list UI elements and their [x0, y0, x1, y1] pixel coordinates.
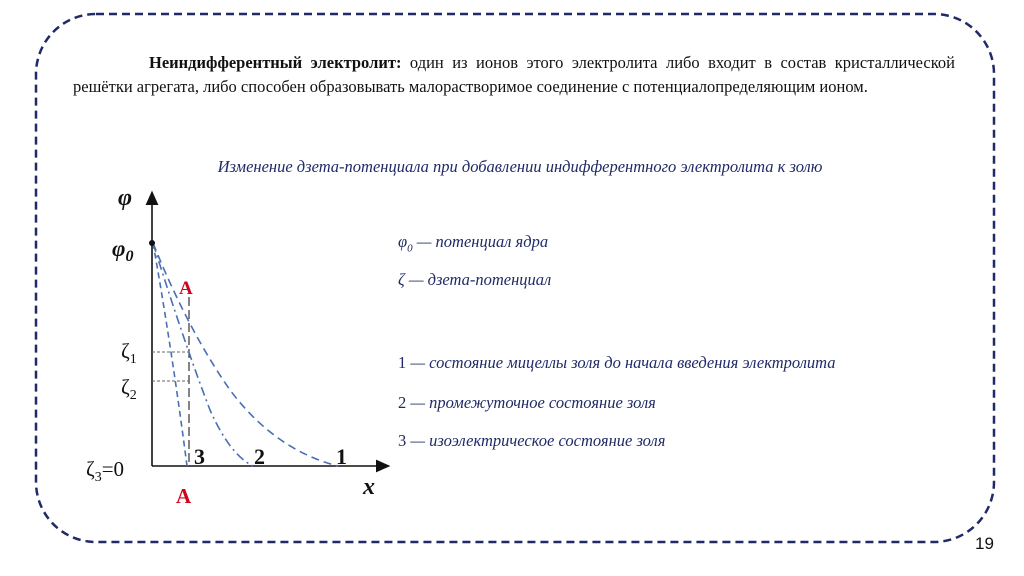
plane-label-bottom: A: [176, 484, 192, 508]
definition-text: один из ионов этого электролита либо входит в состав кристаллической решётки агрегата, либо способен образовывать малорастворимое соединение с потенциалопределяющим ионом.: [73, 53, 955, 96]
definition-term: Неиндифферентный электролит:: [149, 53, 402, 72]
curve-3-label: 3: [194, 444, 205, 469]
page-number: 19: [975, 534, 994, 553]
plane-label-top: A: [179, 278, 193, 299]
curve-1: [153, 243, 338, 466]
x-axis-label: x: [363, 474, 375, 500]
legend-item-1: 1 — состояние мицеллы золя до начала введения электролита: [398, 353, 836, 372]
zeta2-label: $\zeta_2$: [121, 375, 137, 403]
legend-phi0: $\varphi_0$ — потенциал ядра: [398, 232, 549, 255]
phi0-label: $\varphi_0$: [112, 236, 134, 265]
curve-3: [153, 243, 187, 466]
legend-zeta: ζ — дзета-потенциал: [398, 270, 552, 289]
zeta1-label: $\zeta_1$: [121, 339, 137, 367]
phi0-point: [149, 240, 155, 246]
legend-item-3: 3 — изоэлектрическое состояние золя: [398, 431, 666, 450]
graph-caption: Изменение дзета-потенциала при добавлении индифферентного электролита к золю: [217, 157, 823, 176]
curve-2-label: 2: [254, 444, 265, 469]
legend-item-2: 2 — промежуточное состояние золя: [398, 393, 656, 412]
curve-1-label: 1: [336, 444, 347, 469]
curve-2: [153, 243, 253, 466]
y-axis-label: φ: [118, 185, 133, 211]
zeta3-label: $\zeta_3=0$: [86, 457, 125, 485]
